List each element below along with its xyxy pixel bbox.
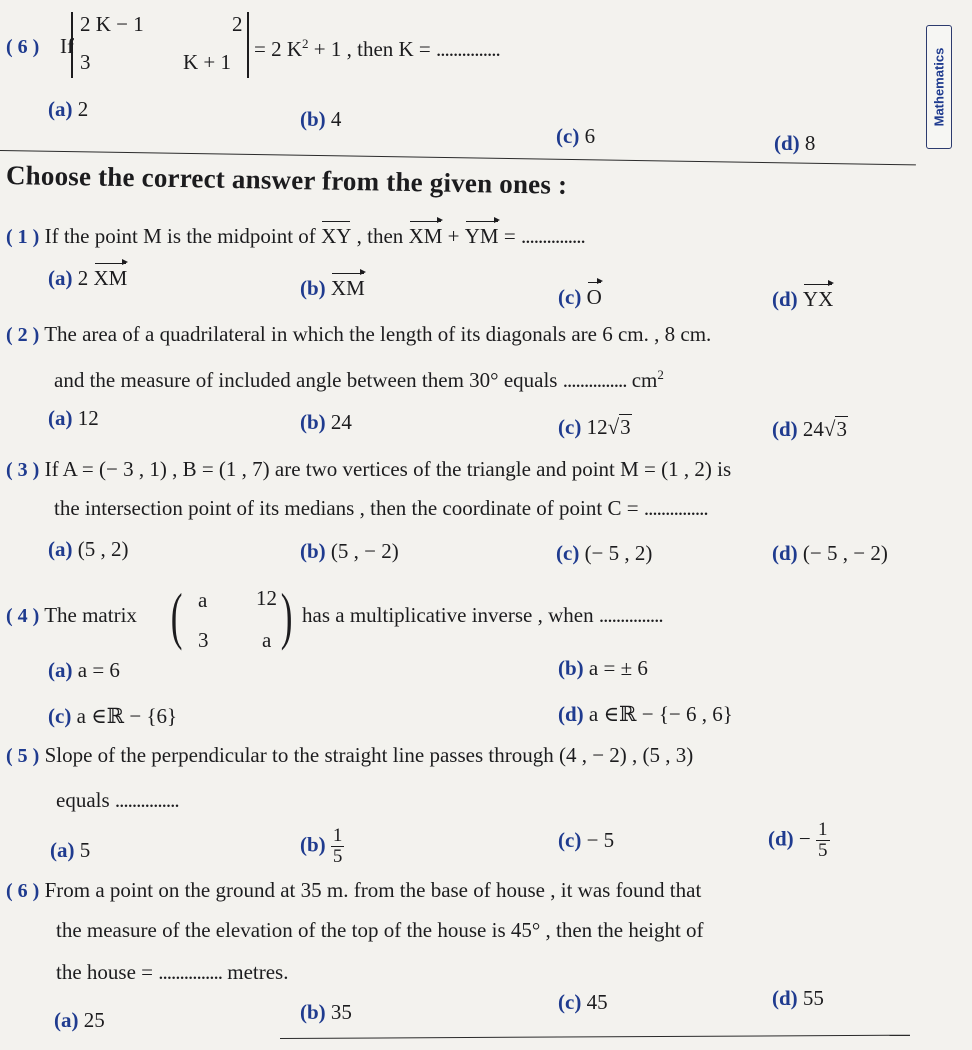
q1-option-d[interactable]: (d) YX <box>772 287 834 311</box>
q5-option-a[interactable]: (a) 5 <box>50 838 91 862</box>
det-r1c1: 2 K − 1 <box>80 12 144 36</box>
answer-blank: ............... <box>598 603 663 627</box>
q2-option-b[interactable]: (b) 24 <box>300 410 352 434</box>
side-tab-label: Mathematics <box>931 47 947 127</box>
q3-option-a[interactable]: (a) (5 , 2) <box>48 537 129 561</box>
top-question-prefix: If <box>60 34 74 58</box>
q5-option-d[interactable]: (d) − $\frac{1}{5}$ <box>768 819 828 861</box>
q3-option-d[interactable]: (d) (− 5 , − 2) <box>772 541 888 565</box>
q5-stem-line1: ( 5 ) Slope of the perpendicular to the straight line passes through (4 , − 2) , (5 , 3) <box>6 743 694 767</box>
vector-ym: YM <box>464 224 499 248</box>
answer-blank: ............... <box>562 368 627 392</box>
top-option-b[interactable]: (b) 4 <box>300 107 342 131</box>
q3-option-b[interactable]: (b) (5 , − 2) <box>300 539 399 563</box>
q1-stem: ( 1 ) If the point M is the midpoint of XY , then XM + YM = ............... <box>6 224 585 248</box>
top-question-number: ( 6 ) <box>6 36 40 58</box>
top-option-a[interactable]: (a) 2 <box>48 97 89 121</box>
vector-xm: XM <box>408 224 443 248</box>
sqrt-symbol: √3 <box>607 415 631 439</box>
section-heading: Choose the correct answer from the given ones : <box>5 160 568 200</box>
det-r1c2: 2 <box>232 12 243 36</box>
top-question-equation: = 2 $K^2 + 1$ , then K = ............... <box>254 36 500 61</box>
q3-stem-line1: ( 3 ) If A = (− 3 , 1) , B = (1 , 7) are two vertices of the triangle and point M = (1 , 2) is <box>6 457 732 481</box>
q4-number-prefix: ( 4 ) The matrix <box>6 603 137 627</box>
q4-option-a[interactable]: (a) a = 6 <box>48 658 120 682</box>
q4-option-b[interactable]: (b) a = ± 6 <box>558 656 648 680</box>
top-option-c[interactable]: (c) 6 <box>556 124 596 148</box>
q3-option-c[interactable]: (c) (− 5 , 2) <box>556 541 653 565</box>
q3-stem-line2: the intersection point of its medians , then the coordinate of point C = ............... <box>54 496 708 520</box>
q1-option-b[interactable]: (b) XM <box>300 276 365 300</box>
q6-stem-line1: ( 6 ) From a point on the ground at 35 m. from the base of house , it was found that <box>6 878 702 902</box>
q4-option-d[interactable]: (d) a ∈ℝ − {− 6 , 6} <box>558 702 733 726</box>
answer-blank: ............... <box>643 496 708 520</box>
q6-option-d[interactable]: (d) 55 <box>772 986 824 1010</box>
determinant-right-bar <box>247 12 249 78</box>
q1-option-c[interactable]: (c) O <box>558 285 602 309</box>
fraction: $\frac{1}{5}$ <box>818 819 828 861</box>
q6-option-a[interactable]: (a) 25 <box>54 1008 105 1032</box>
fraction: $\frac{1}{5}$ <box>332 825 343 867</box>
q2-option-a[interactable]: (a) 12 <box>48 406 99 430</box>
det-r2c2: K + 1 <box>183 50 232 74</box>
matrix-m12: 12 <box>256 586 277 610</box>
matrix-m21: 3 <box>198 628 209 652</box>
q6-option-b[interactable]: (b) 35 <box>300 1000 352 1024</box>
matrix-right-paren: ) <box>280 580 293 651</box>
q6-option-c[interactable]: (c) 45 <box>558 990 608 1014</box>
q2-option-d[interactable]: (d) 24√3 <box>772 417 847 441</box>
matrix-m11: a <box>198 588 208 612</box>
matrix-left-paren: ( <box>170 580 183 651</box>
q2-stem-line1: ( 2 ) The area of a quadrilateral in which the length of its diagonals are 6 cm. , 8 cm. <box>6 322 712 346</box>
q5-stem-line2: equals ............... <box>56 788 179 812</box>
q1-option-a[interactable]: (a) 2 XM <box>48 266 128 290</box>
top-option-d[interactable]: (d) 8 <box>774 131 816 155</box>
answer-blank: ............... <box>436 37 500 61</box>
bottom-divider <box>280 1035 910 1039</box>
matrix-m22: a <box>262 628 272 652</box>
answer-blank: ............... <box>158 960 222 984</box>
sqrt-symbol: √3 <box>823 417 847 441</box>
q6-stem-line2: the measure of the elevation of the top of the house is 45° , then the height of <box>56 918 704 942</box>
q6-stem-line3: the house = ............... metres. <box>56 960 289 984</box>
det-r2c1: 3 <box>80 50 91 74</box>
q5-option-b[interactable]: (b) $\frac{1}{5}$ <box>300 825 343 867</box>
q5-option-c[interactable]: (c) − 5 <box>558 828 615 852</box>
q4-stem-suffix: has a multiplicative inverse , when ............... <box>302 603 663 627</box>
q4-option-c[interactable]: (c) a ∈ℝ − {6} <box>48 704 178 728</box>
determinant-left-bar <box>71 12 73 78</box>
subject-side-tab <box>926 25 952 149</box>
q2-option-c[interactable]: (c) 12√3 <box>558 415 631 439</box>
segment-xy: XY <box>321 224 352 248</box>
answer-blank: ............... <box>520 224 585 248</box>
answer-blank: ............... <box>114 788 179 812</box>
q2-stem-line2: and the measure of included angle between them 30° equals ............... $cm^2$ <box>54 367 664 392</box>
